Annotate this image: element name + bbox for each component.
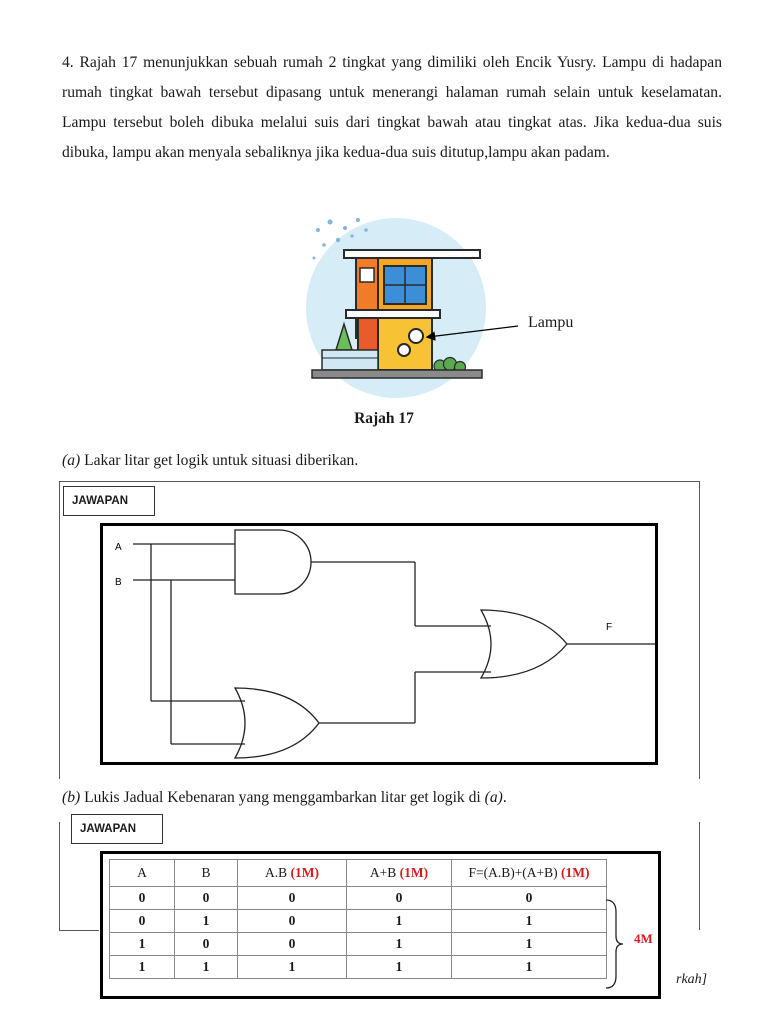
truth-table: [109, 859, 607, 979]
truth-table-header: [110, 860, 607, 887]
table-row: 0 0 0 0 0: [110, 887, 607, 910]
figure-caption: Rajah 17: [354, 410, 414, 427]
part-a-text: Lakar litar get logik untuk situasi diberikan.: [84, 452, 359, 469]
answer-label-a: JAWAPAN: [63, 486, 155, 516]
answer-frame-b-left: [59, 822, 60, 930]
header-a-plus-b: A+B (1M): [347, 860, 452, 887]
part-b-text: Lukis Jadual Kebenaran yang menggambarkan litar get logik di: [84, 789, 481, 806]
output-f-label: F: [606, 622, 613, 633]
marks-suffix: rkah]: [676, 972, 708, 987]
input-b-label: B: [115, 577, 122, 588]
question-text: 4. Rajah 17 menunjukkan sebuah rumah 2 tingkat yang dimiliki oleh Encik Yusry. Lampu di hadapan rumah tingkat bawah tersebut dipasang untuk menerangi halaman rumah selain untuk keselamatan. Lampu tersebut boleh dibuka melalui suis dari tingkat bawah atau tingkat atas. Jika kedua-dua suis dibuka, lampu akan menyala sebaliknya jika kedua-dua suis ditutup,lampu akan padam.: [62, 54, 722, 161]
answer-frame-left: [59, 481, 60, 779]
table-row: 1 1 1 1 1: [110, 956, 607, 979]
header-f: F=(A.B)+(A+B) (1M): [452, 860, 607, 887]
or-gate-lower: [235, 688, 319, 758]
input-a-label: A: [115, 542, 122, 553]
part-b-ref: (a): [484, 789, 503, 806]
answer-frame-top: [59, 481, 700, 482]
or-gate-output: [481, 610, 567, 678]
part-a-label: (a): [62, 452, 81, 469]
answer-frame-b-bottom: [59, 930, 99, 931]
lamp-pointer-arrow: [400, 310, 530, 350]
answer-label-b: JAWAPAN: [71, 814, 163, 844]
logic-circuit: [103, 526, 655, 762]
header-b: B: [175, 860, 238, 887]
header-ab: A.B (1M): [238, 860, 347, 887]
answer-frame-right: [699, 481, 700, 779]
part-b-question: [62, 789, 507, 807]
table-row: 0 1 0 1 1: [110, 910, 607, 933]
part-b-period: .: [502, 789, 507, 806]
total-mark: 4M: [634, 931, 653, 946]
header-a: A: [110, 860, 175, 887]
and-gate: [235, 530, 311, 594]
part-a-question: [62, 452, 358, 470]
right-brace: [604, 898, 624, 990]
part-b-label: (b): [62, 789, 81, 806]
house-illustration: [300, 200, 490, 400]
lamp-label: Lampu: [528, 314, 574, 331]
logic-circuit-box: [100, 523, 658, 765]
table-row: 1 0 0 1 1: [110, 933, 607, 956]
answer-frame-b-right: [699, 822, 700, 930]
truth-table-box: [100, 851, 661, 999]
